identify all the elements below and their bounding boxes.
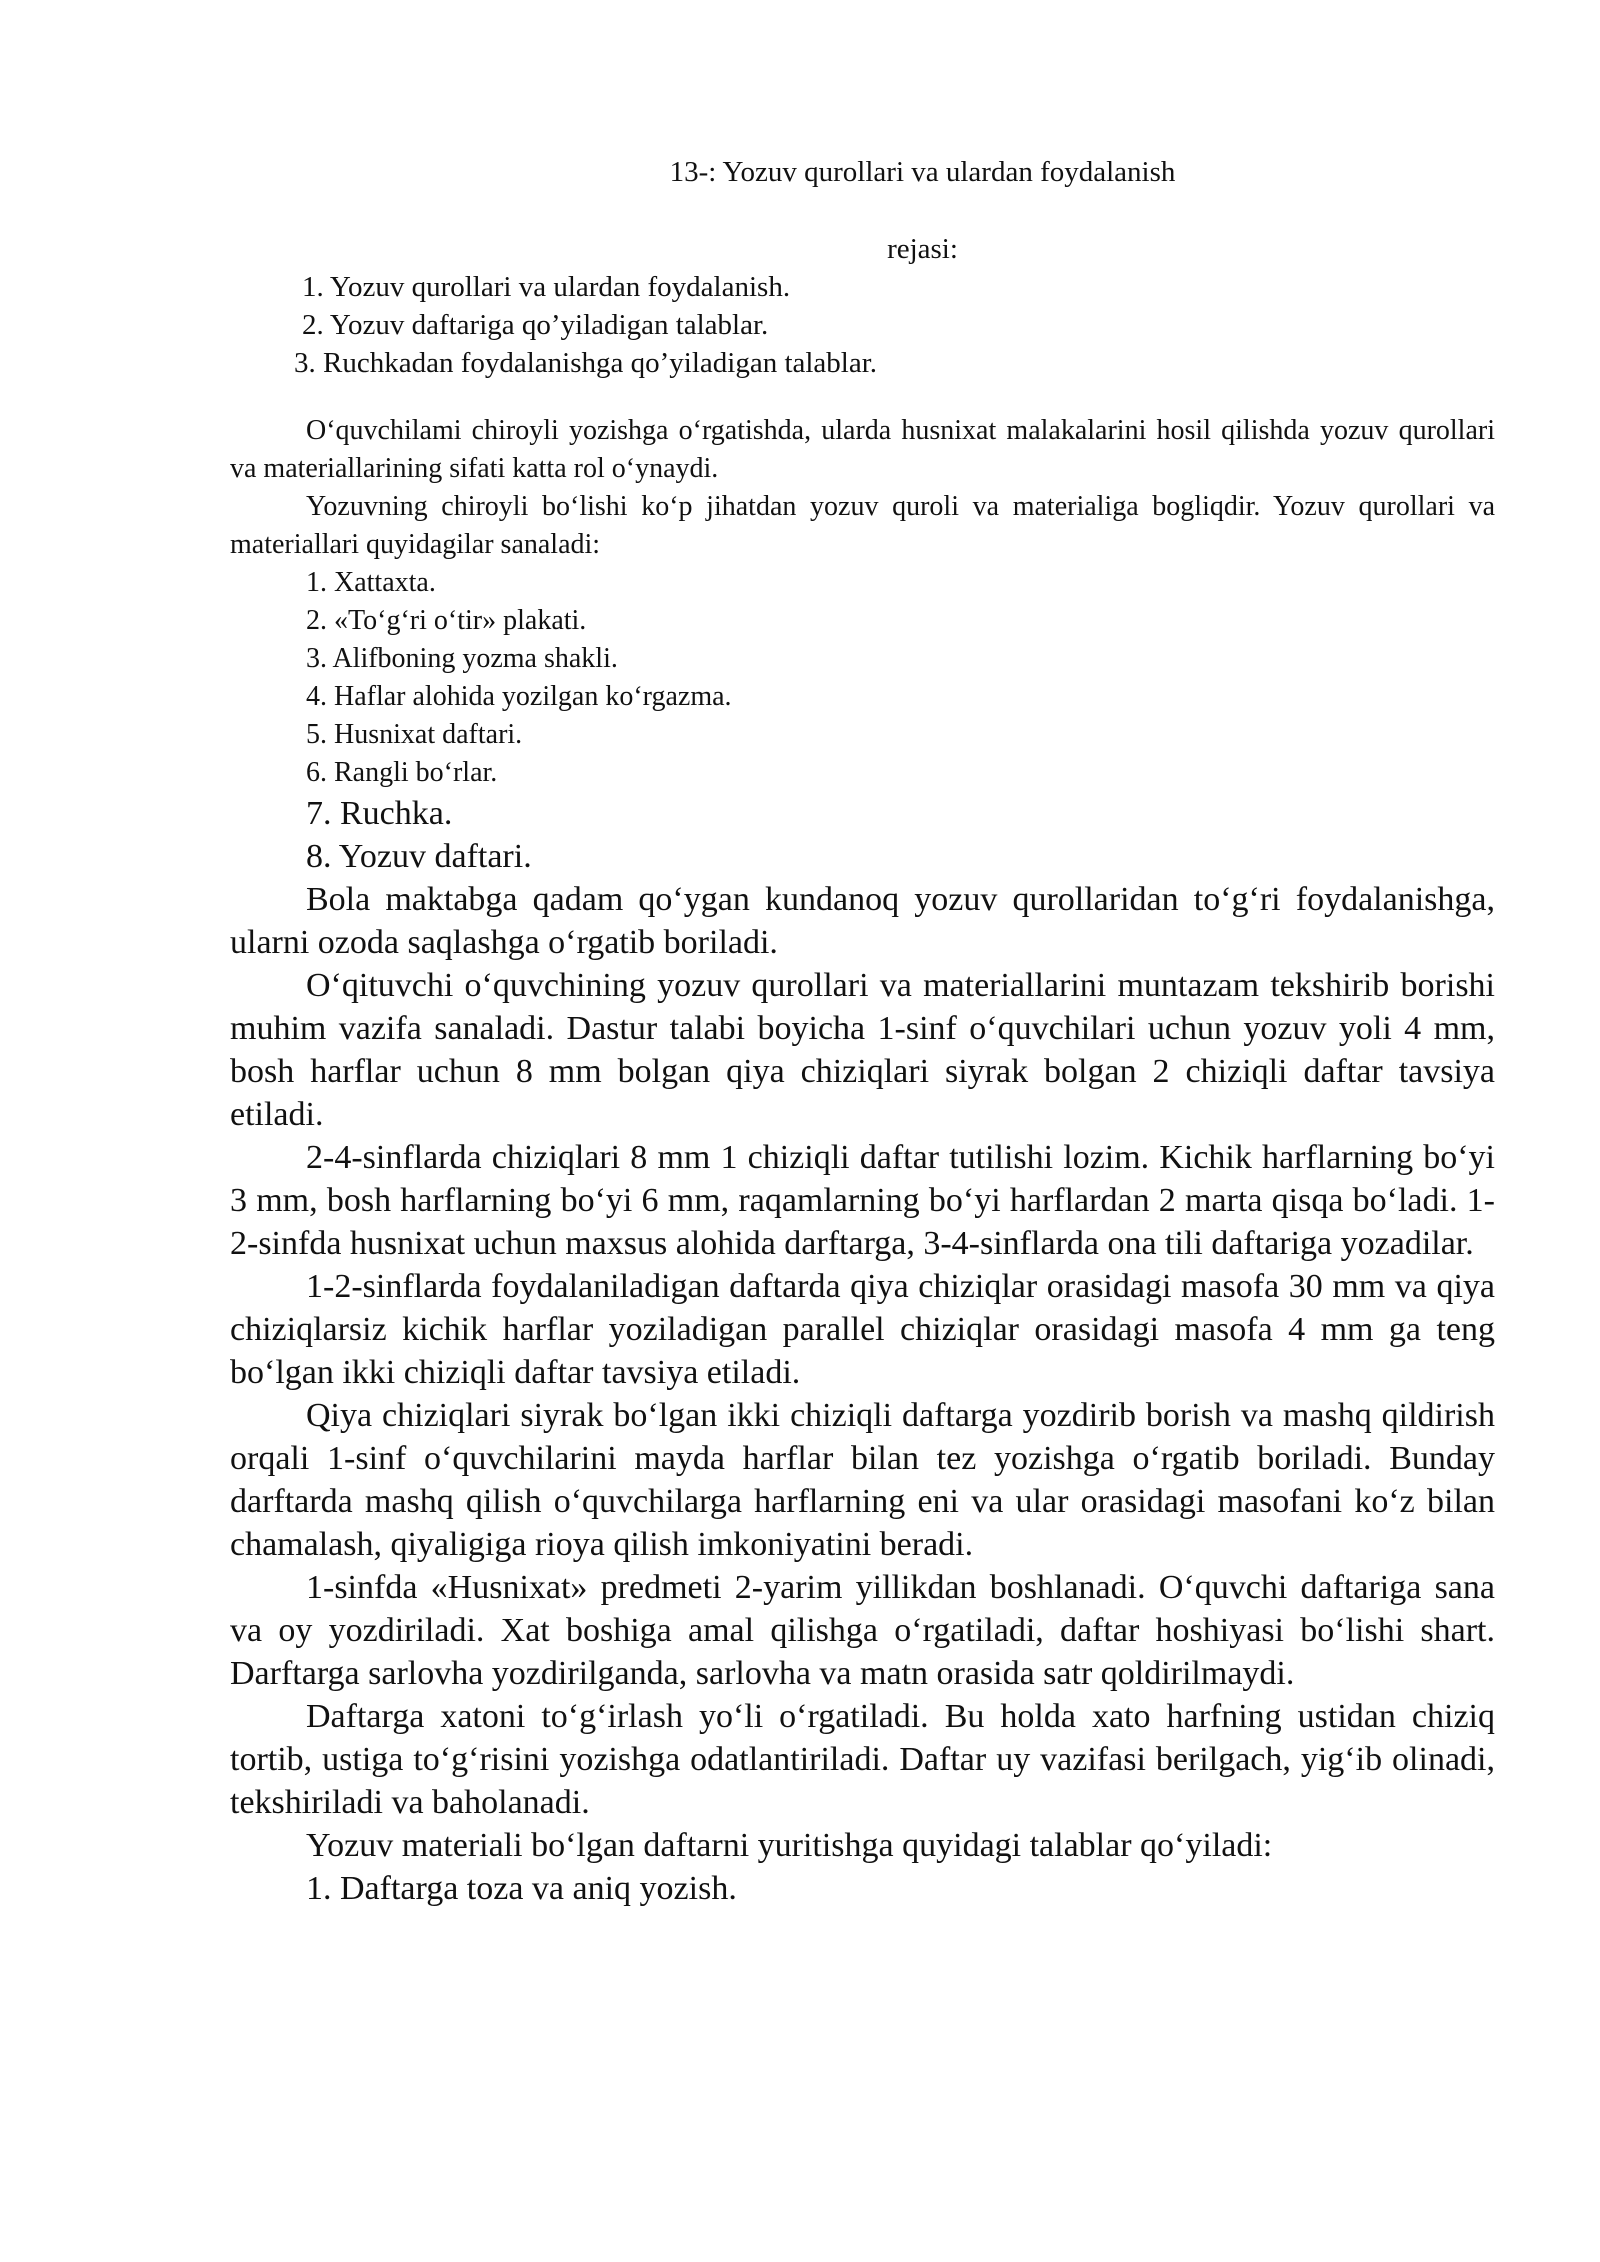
paragraph: Daftarga xatoni to‘g‘irlash yo‘li o‘rgatiladi. Bu holda xato harfning ustidan chiziq tortib, ustiga to‘g‘risini yozishga odatlantiriladi. Daftar uy vazifasi berilgach, yig‘ib olinadi, tekshiriladi va baholanadi. (230, 1698, 1495, 1821)
plan-heading: rejasi: (887, 233, 958, 265)
list-item: 8. Yozuv daftari. (306, 838, 532, 875)
document-page (230, 150, 1495, 1910)
paragraph: O‘qituvchi o‘quvchining yozuv qurollari va materiallarini muntazam tekshirib borishi muhim vazifa sanaladi. Dastur talabi boyicha 1-sinf o‘quvchilari uchun yozuv yoli 4 mm, bosh harflar uchun 8 mm bolgan qiya chiziqlari siyrak bolgan 2 chiziqli daftar tavsiya etiladi. (230, 967, 1495, 1133)
paragraph: 1-2-sinflarda foydalaniladigan daftarda qiya chiziqlar orasidagi masofa 30 mm va qiya chiziqlarsiz kichik harflar yoziladigan parallel chiziqlar orasidagi masofa 4 mm ga teng bo‘lgan ikki chiziqli daftar tavsiya etiladi. (230, 1268, 1495, 1391)
list-item: 1. Daftarga toza va aniq yozish. (306, 1870, 737, 1907)
paragraph: Yozuvning chiroyli bo‘lishi ko‘p jihatdan yozuv quroli va materialiga bogliqdir. Yozuv qurollari va materiallari quyidagilar sanaladi: (230, 491, 1495, 560)
list-item: 2. «To‘g‘ri o‘tir» plakati. (306, 605, 587, 636)
paragraph: O‘quvchilami chiroyli yozishga o‘rgatishda, ularda husnixat malakalarini hosil qilishda yozuv qurollari va materiallarining sifati katta rol o‘ynaydi. (230, 415, 1495, 484)
plan-item: 3. Ruchkadan foydalanishga qo’yiladigan talablar. (294, 347, 878, 379)
paragraph: 1-sinfda «Husnixat» predmeti 2-yarim yillikdan boshlanadi. O‘quvchi daftariga sana va oy yozdiriladi. Xat boshiga amal qilishga o‘rgatiladi, daftar hoshiyasi bo‘lishi shart. Darftarga sarlovha yozdirilganda, sarlovha va matn orasida satr qoldirilmaydi. (230, 1569, 1495, 1692)
list-item: 7. Ruchka. (306, 795, 453, 832)
spacer (230, 382, 1495, 412)
list-item: 6. Rangli bo‘rlar. (306, 757, 498, 788)
list-item: 5. Husnixat daftari. (306, 719, 523, 750)
paragraph: 2-4-sinflarda chiziqlari 8 mm 1 chiziqli daftar tutilishi lozim. Kichik harflarning bo‘yi 3 mm, bosh harflarning bo‘yi 6 mm, raqamlarning bo‘yi harflardan 2 marta qisqa bo‘ladi. 1-2-sinfda husnixat uchun maxsus alohida darftarga, 3-4-sinflarda ona tili daftariga yozadilar. (230, 1139, 1495, 1262)
paragraph: Qiya chiziqlari siyrak bo‘lgan ikki chiziqli daftarga yozdirib borish va mashq qildirish orqali 1-sinf o‘quvchilarini mayda harflar bilan tez yozishga o‘rgatib boriladi. Bunday darftarda mashq qilish o‘quvchilarga harflarning eni va ular orasidagi masofani ko‘z bilan chamalash, qiyaligiga rioya qilish imkoniyatini beradi. (230, 1397, 1495, 1563)
document-title: 13-: Yozuv qurollari va ulardan foydalanish (669, 156, 1176, 188)
plan-list (230, 268, 1495, 382)
plan-item: 2. Yozuv daftariga qo’yiladigan talablar. (302, 309, 769, 341)
tools-list (230, 564, 1495, 878)
paragraph: Bola maktabga qadam qo‘ygan kundanoq yozuv qurollaridan to‘g‘ri foydalanishga, ularni ozoda saqlashga o‘rgatib boriladi. (230, 881, 1495, 961)
paragraph: Yozuv materiali bo‘lgan daftarni yuritishga quyidagi talablar qo‘yiladi: (306, 1827, 1273, 1864)
plan-item: 1. Yozuv qurollari va ulardan foydalanish. (302, 271, 791, 303)
list-item: 1. Xattaxta. (306, 567, 436, 598)
list-item: 3. Alifboning yozma shakli. (306, 643, 618, 674)
list-item: 4. Haflar alohida yozilgan ko‘rgazma. (306, 681, 732, 712)
